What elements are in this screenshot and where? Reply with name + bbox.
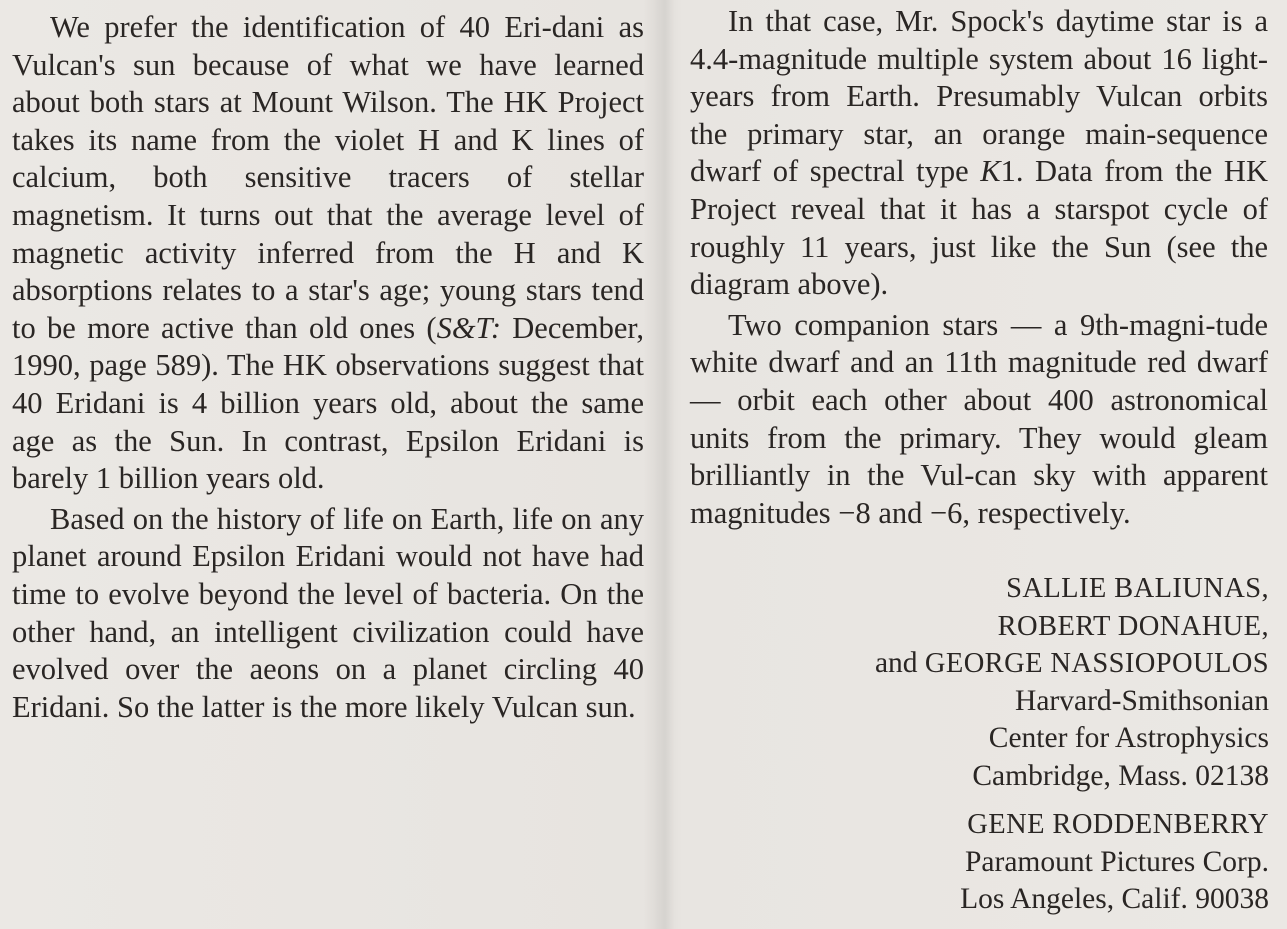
left-paragraph-1-text-a: We prefer the identification of 40 Eri-dani as Vulcan's sun because of what we have learned about both stars at Mount Wilson. The HK Project takes its name from the violet H and K lines of calcium, both sensitive tracers of stellar magnetism. It turns out that the average level of magnetic activity inferred from the H and K absorptions relates to a star's age; young stars tend to be more active than old ones ( bbox=[12, 10, 644, 345]
roddenberry-signature-block bbox=[960, 806, 1269, 919]
author-name-roddenberry: GENE RODDENBERRY bbox=[967, 809, 1269, 840]
right-column bbox=[690, 0, 1268, 532]
right-paragraph-2: Two companion stars — a 9th-magni-tude white dwarf and an 11th magnitude red dwarf — orbit each other about 400 astronomical units from the primary. They would gleam brilliantly in the Vul-can sky with apparent magnitudes −8 and −6, respectively. bbox=[690, 307, 1268, 530]
spectral-type-italic: K bbox=[980, 154, 1001, 189]
citation-italic: S&T: bbox=[436, 310, 501, 345]
right-paragraph-1-text-a: In that case, Mr. Spock's daytime star is a 4.4-magnitude multiple system about 16 light-years from Earth. Presumably Vulcan orbits the primary star, an orange main-sequence dwarf of spectral type bbox=[690, 4, 1268, 189]
author-and-prefix: and bbox=[874, 647, 925, 679]
author-name-nassiopoulos: GEORGE NASSIOPOULOS bbox=[924, 648, 1269, 679]
author-affiliation-3: Cambridge, Mass. 02138 bbox=[972, 759, 1269, 792]
roddenberry-affiliation-1: Paramount Pictures Corp. bbox=[965, 845, 1269, 878]
author-name-baliunas: SALLIE BALIUNAS, bbox=[1006, 573, 1269, 604]
author-signature-block bbox=[875, 570, 1269, 795]
left-column bbox=[12, 0, 644, 726]
column-gutter bbox=[655, 0, 675, 929]
right-paragraph-1 bbox=[690, 0, 1268, 304]
author-affiliation-1: Harvard-Smithsonian bbox=[1015, 684, 1269, 717]
author-affiliation-2: Center for Astrophysics bbox=[988, 722, 1269, 754]
author-name-nassiopoulos-line bbox=[875, 645, 1269, 683]
left-paragraph-1 bbox=[12, 0, 644, 498]
roddenberry-affiliation-2: Los Angeles, Calif. 90038 bbox=[960, 883, 1269, 915]
left-paragraph-1-text-b: December, 1990, page 589). The HK observations suggest that 40 Eridani is 4 billion years old, about the same age as the Sun. In contrast, Epsilon Eridani is barely 1 billion years old. bbox=[12, 310, 644, 496]
right-paragraph-1-text-b: 1. Data from the HK Project reveal that it has a starspot cycle of roughly 11 years, just like the Sun (see the diagram above). bbox=[690, 154, 1268, 302]
left-paragraph-2: Based on the history of life on Earth, life on any planet around Epsilon Eridani would not have had time to evolve beyond the level of bacteria. On the other hand, an intelligent civilization could have evolved over the aeons on a planet circling 40 Eridani. So the latter is the more likely Vulcan sun. bbox=[12, 501, 644, 724]
author-name-donahue: ROBERT DONAHUE, bbox=[997, 610, 1269, 642]
